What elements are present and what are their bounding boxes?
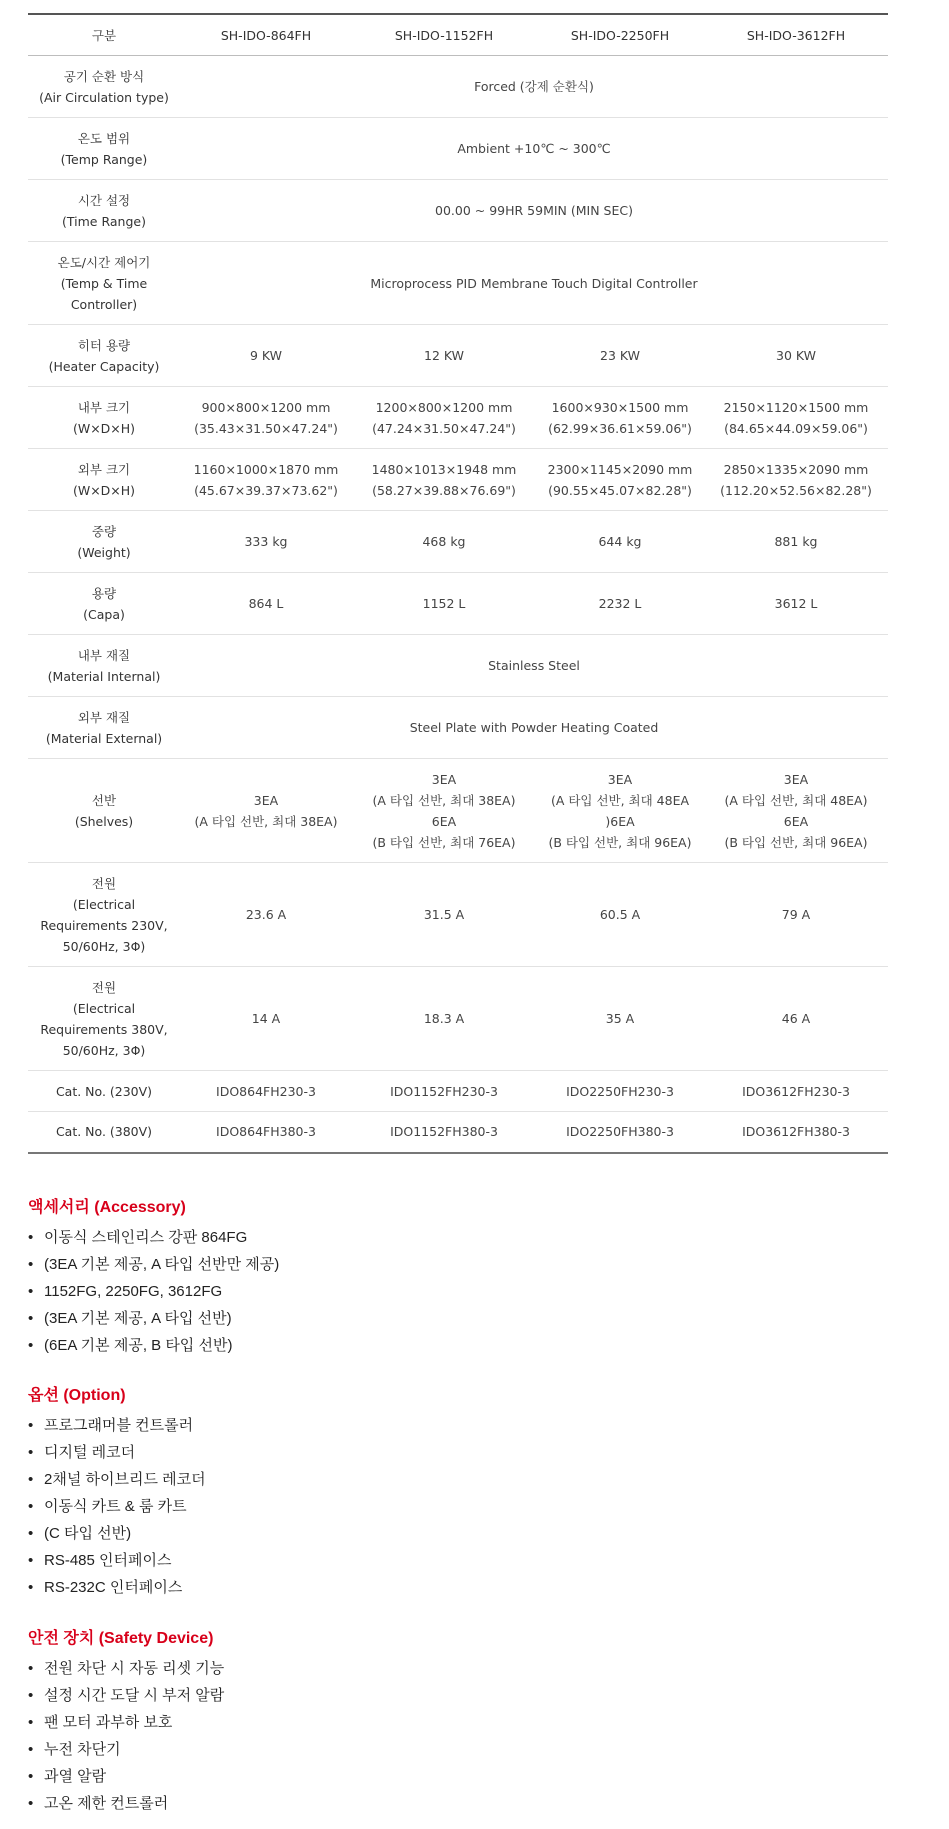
spec-value: IDO3612FH230-3 xyxy=(704,1071,888,1112)
list-item: • 이동식 스테인리스 강판 864FG xyxy=(28,1224,888,1251)
row-label: 공기 순환 방식 (Air Circulation type) xyxy=(28,56,180,118)
spec-value: IDO1152FH380-3 xyxy=(352,1112,536,1153)
table-row xyxy=(28,863,888,967)
table-row xyxy=(28,118,888,180)
spec-value: 1480×1013×1948 mm (58.27×39.88×76.69") xyxy=(352,449,536,511)
spec-value: IDO864FH230-3 xyxy=(180,1071,352,1112)
table-row xyxy=(28,697,888,759)
list-item: • 프로그래머블 컨트롤러 xyxy=(28,1412,888,1439)
spec-value: 2850×1335×2090 mm (112.20×52.56×82.28") xyxy=(704,449,888,511)
spec-value: 1152 L xyxy=(352,573,536,635)
row-label: Cat. No. (380V) xyxy=(28,1112,180,1153)
table-row xyxy=(28,1112,888,1153)
table-row xyxy=(28,449,888,511)
table-row xyxy=(28,242,888,325)
list-item: • RS-485 인터페이스 xyxy=(28,1547,888,1574)
spec-table xyxy=(28,13,888,1154)
list-item: • (6EA 기본 제공, B 타입 선반) xyxy=(28,1332,888,1359)
spec-value: IDO1152FH230-3 xyxy=(352,1071,536,1112)
table-row xyxy=(28,387,888,449)
header-model-3612fh: SH-IDO-3612FH xyxy=(704,14,888,56)
table-row xyxy=(28,1071,888,1112)
accessory-section xyxy=(28,1196,888,1359)
spec-value: 46 A xyxy=(704,967,888,1071)
spec-value: 644 kg xyxy=(536,511,704,573)
table-row xyxy=(28,511,888,573)
row-label: 히터 용량 (Heater Capacity) xyxy=(28,325,180,387)
spec-value-all-models: Ambient +10℃ ~ 300℃ xyxy=(180,118,888,180)
row-label: 내부 크기 (W×D×H) xyxy=(28,387,180,449)
table-row xyxy=(28,573,888,635)
spec-value: 23 KW xyxy=(536,325,704,387)
list-item: • 이동식 카트 & 룸 카트 xyxy=(28,1493,888,1520)
spec-value: 3612 L xyxy=(704,573,888,635)
option-list xyxy=(28,1412,888,1601)
list-item: • 누전 차단기 xyxy=(28,1736,888,1763)
list-item: • RS-232C 인터페이스 xyxy=(28,1574,888,1601)
spec-value-all-models: Steel Plate with Powder Heating Coated xyxy=(180,697,888,759)
list-item: • (C 타입 선반) xyxy=(28,1520,888,1547)
spec-value: 3EA (A 타입 선반, 최대 38EA) 6EA (B 타입 선반, 최대 76EA) xyxy=(352,759,536,863)
spec-value: 1200×800×1200 mm (47.24×31.50×47.24") xyxy=(352,387,536,449)
spec-table-header xyxy=(28,14,888,56)
list-item: • 2채널 하이브리드 레코더 xyxy=(28,1466,888,1493)
spec-value: 3EA (A 타입 선반, 최대 38EA) xyxy=(180,759,352,863)
row-label: 내부 재질 (Material Internal) xyxy=(28,635,180,697)
row-label: 외부 재질 (Material External) xyxy=(28,697,180,759)
spec-value: 2150×1120×1500 mm (84.65×44.09×59.06") xyxy=(704,387,888,449)
list-item: • (3EA 기본 제공, A 타입 선반) xyxy=(28,1305,888,1332)
spec-value: IDO2250FH380-3 xyxy=(536,1112,704,1153)
row-label: 용량 (Capa) xyxy=(28,573,180,635)
list-item: • 디지털 레코더 xyxy=(28,1439,888,1466)
spec-value: 1160×1000×1870 mm (45.67×39.37×73.62") xyxy=(180,449,352,511)
spec-value: 18.3 A xyxy=(352,967,536,1071)
safety-section xyxy=(28,1627,888,1817)
spec-value: 14 A xyxy=(180,967,352,1071)
header-model-2250fh: SH-IDO-2250FH xyxy=(536,14,704,56)
row-label: 온도 범위 (Temp Range) xyxy=(28,118,180,180)
list-item: • 전원 차단 시 자동 리셋 기능 xyxy=(28,1655,888,1682)
list-item: • 고온 제한 컨트롤러 xyxy=(28,1790,888,1817)
list-item: • 1152FG, 2250FG, 3612FG xyxy=(28,1278,888,1305)
row-label: 중량 (Weight) xyxy=(28,511,180,573)
table-row xyxy=(28,635,888,697)
spec-value-all-models: Stainless Steel xyxy=(180,635,888,697)
list-item: • 팬 모터 과부하 보호 xyxy=(28,1709,888,1736)
row-label: 온도/시간 제어기 (Temp & Time Controller) xyxy=(28,242,180,325)
spec-value: 900×800×1200 mm (35.43×31.50×47.24") xyxy=(180,387,352,449)
spec-value: 30 KW xyxy=(704,325,888,387)
spec-value: 2232 L xyxy=(536,573,704,635)
spec-value: 333 kg xyxy=(180,511,352,573)
table-row xyxy=(28,325,888,387)
safety-title: 안전 장치 (Safety Device) xyxy=(28,1630,214,1647)
header-category: 구분 xyxy=(28,14,180,56)
row-label: 전원 (Electrical Requirements 230V, 50/60Hz, 3Φ) xyxy=(28,863,180,967)
table-row xyxy=(28,56,888,118)
spec-value: IDO2250FH230-3 xyxy=(536,1071,704,1112)
spec-value: IDO3612FH380-3 xyxy=(704,1112,888,1153)
row-label: 시간 설정 (Time Range) xyxy=(28,180,180,242)
list-item: • (3EA 기본 제공, A 타입 선반만 제공) xyxy=(28,1251,888,1278)
row-label: 외부 크기 (W×D×H) xyxy=(28,449,180,511)
table-row xyxy=(28,180,888,242)
accessory-title: 액세서리 (Accessory) xyxy=(28,1199,186,1216)
spec-value: 31.5 A xyxy=(352,863,536,967)
accessory-list xyxy=(28,1224,888,1359)
list-item: • 과열 알람 xyxy=(28,1763,888,1790)
option-section xyxy=(28,1384,888,1601)
row-label: 전원 (Electrical Requirements 380V, 50/60Hz, 3Φ) xyxy=(28,967,180,1071)
spec-value: 35 A xyxy=(536,967,704,1071)
spec-value: 23.6 A xyxy=(180,863,352,967)
list-item: • 설정 시간 도달 시 부저 알람 xyxy=(28,1682,888,1709)
spec-value-all-models: Forced (강제 순환식) xyxy=(180,56,888,118)
spec-value: 60.5 A xyxy=(536,863,704,967)
spec-table-body xyxy=(28,56,888,1153)
header-model-864fh: SH-IDO-864FH xyxy=(180,14,352,56)
row-label: Cat. No. (230V) xyxy=(28,1071,180,1112)
safety-list xyxy=(28,1655,888,1817)
spec-value: IDO864FH380-3 xyxy=(180,1112,352,1153)
spec-value: 3EA (A 타입 선반, 최대 48EA) 6EA (B 타입 선반, 최대 96EA) xyxy=(704,759,888,863)
spec-value: 9 KW xyxy=(180,325,352,387)
spec-value: 1600×930×1500 mm (62.99×36.61×59.06") xyxy=(536,387,704,449)
spec-value: 864 L xyxy=(180,573,352,635)
spec-value: 79 A xyxy=(704,863,888,967)
spec-value-all-models: Microprocess PID Membrane Touch Digital Controller xyxy=(180,242,888,325)
header-model-1152fh: SH-IDO-1152FH xyxy=(352,14,536,56)
spec-value: 3EA (A 타입 선반, 최대 48EA )6EA (B 타입 선반, 최대 96EA) xyxy=(536,759,704,863)
spec-value-all-models: 00.00 ~ 99HR 59MIN (MIN SEC) xyxy=(180,180,888,242)
row-label: 선반 (Shelves) xyxy=(28,759,180,863)
spec-value: 12 KW xyxy=(352,325,536,387)
spec-value: 468 kg xyxy=(352,511,536,573)
spec-value: 2300×1145×2090 mm (90.55×45.07×82.28") xyxy=(536,449,704,511)
spec-value: 881 kg xyxy=(704,511,888,573)
option-title: 옵션 (Option) xyxy=(28,1387,126,1404)
table-row xyxy=(28,967,888,1071)
table-row xyxy=(28,759,888,863)
